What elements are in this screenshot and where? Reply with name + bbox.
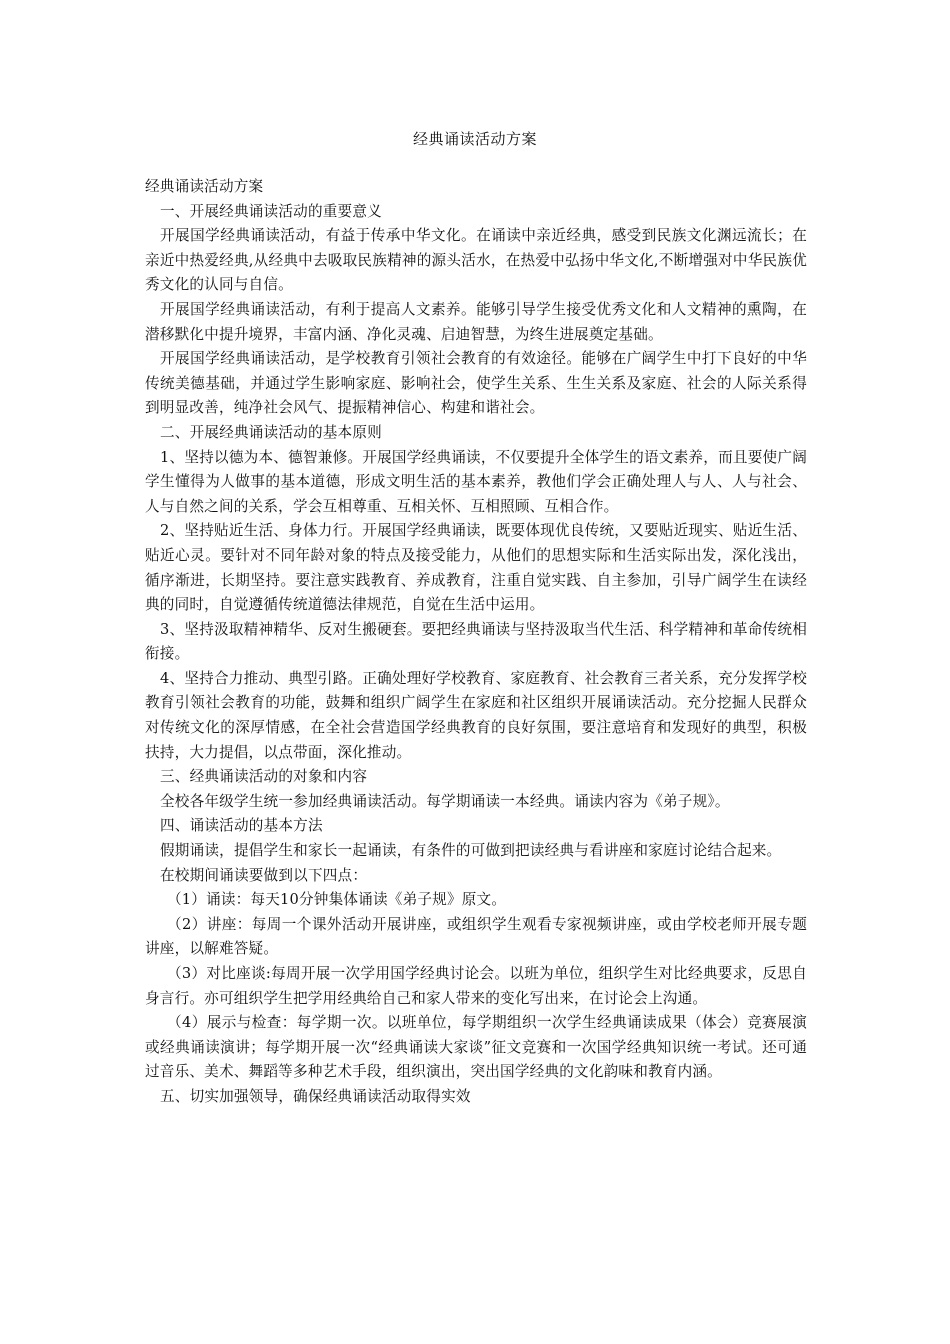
section-heading: 五、切实加强领导，确保经典诵读活动取得实效 <box>160 1087 471 1105</box>
paragraph: 3、坚持汲取精神精华、反对生搬硬套。要把经典诵读与坚持汲取当代生活、科学精神和革命传统相衔接。 <box>145 620 807 663</box>
paragraph: 4、坚持合力推动、典型引路。正确处理好学校教育、家庭教育、社会教育三者关系，充分发挥学校教育引领社会教育的功能，鼓舞和组织广阔学生在家庭和社区组织开展诵读活动。充分挖掘人民群众对传统文化的深厚情感，在全社会营造国学经典教育的良好氛围，要注意培育和发现好的典型，积极扶持，大力提倡，以点带面，深化推动。 <box>145 669 807 761</box>
paragraph: 开展国学经典诵读活动，有益于传承中华文化。在诵读中亲近经典，感受到民族文化渊远流长；在亲近中热爱经典,从经典中去吸取民族精神的源头活水，在热爱中弘扬中华文化,不断增强对中华民族优秀文化的认同与自信。 <box>145 227 807 294</box>
paragraph: 开展国学经典诵读活动，有利于提高人文素养。能够引导学生接受优秀文化和人文精神的熏陶，在潜移默化中提升境界，丰富内涵、净化灵魂、启迪智慧，为终生进展奠定基础。 <box>145 300 807 343</box>
paragraph: 在校期间诵读要做到以下四点： <box>160 866 368 884</box>
paragraph: 全校各年级学生统一参加经典诵读活动。每学期诵读一本经典。诵读内容为《弟子规》。 <box>160 792 730 810</box>
document-subtitle: 经典诵读活动方案 <box>145 178 264 195</box>
section-heading: 三、经典诵读活动的对象和内容 <box>160 768 368 786</box>
list-item: （4）展示与检查：每学期一次。以班单位，每学期组织一次学生经典诵读成果（体会）竞赛展演或经典诵读演讲；每学期开展一次“经典诵读大家谈”征文竞赛和一次国学经典知识统一考试。还可通过音乐、美术、舞蹈等多种艺术手段，组织演出，突出国学经典的文化韵味和教育内涵。 <box>145 1014 807 1081</box>
document-body <box>145 175 807 1110</box>
paragraph: 开展国学经典诵读活动，是学校教育引领社会教育的有效途径。能够在广阔学生中打下良好的中华传统美德基础，并通过学生影响家庭、影响社会，使学生关系、生生关系及家庭、社会的人际关系得到明显改善，纯净社会风气、提振精神信心、构建和谐社会。 <box>145 350 807 417</box>
document-title: 经典诵读活动方案 <box>412 130 537 148</box>
paragraph: 假期诵读，提倡学生和家长一起诵读，有条件的可做到把读经典与看讲座和家庭讨论结合起来。 <box>160 842 782 860</box>
list-item: （1）诵读：每天10分钟集体诵读《弟子规》原文。 <box>167 891 507 909</box>
list-item: （3）对比座谈:每周开展一次学用国学经典讨论会。以班为单位，组织学生对比经典要求，反思自身言行。亦可组织学生把学用经典给自己和家人带来的变化写出来，在讨论会上沟通。 <box>145 965 807 1007</box>
section-heading: 二、开展经典诵读活动的基本原则 <box>160 423 382 441</box>
section-heading: 一、开展经典诵读活动的重要意义 <box>160 202 382 220</box>
section-heading: 四、诵读活动的基本方法 <box>160 817 323 835</box>
paragraph: 1、坚持以德为本、德智兼修。开展国学经典诵读，不仅要提升全体学生的语文素养，而且要使广阔学生懂得为人做事的基本道德，形成文明生活的基本素养，教他们学会正确处理人与人、人与社会、人与自然之间的关系，学会互相尊重、互相关怀、互相照顾、互相合作。 <box>145 448 807 515</box>
paragraph: 2、坚持贴近生活、身体力行。开展国学经典诵读，既要体现优良传统，又要贴近现实、贴近生活、贴近心灵。要针对不同年龄对象的特点及接受能力，从他们的思想实际和生活实际出发，深化浅出，循序渐进，长期坚持。要注意实践教育、养成教育，注重自觉实践、自主参加，引导广阔学生在读经典的同时，自觉遵循传统道德法律规范，自觉在生活中运用。 <box>145 522 807 614</box>
list-item: （2）讲座：每周一个课外活动开展讲座，或组织学生观看专家视频讲座，或由学校老师开展专题讲座，以解难答疑。 <box>145 915 807 958</box>
